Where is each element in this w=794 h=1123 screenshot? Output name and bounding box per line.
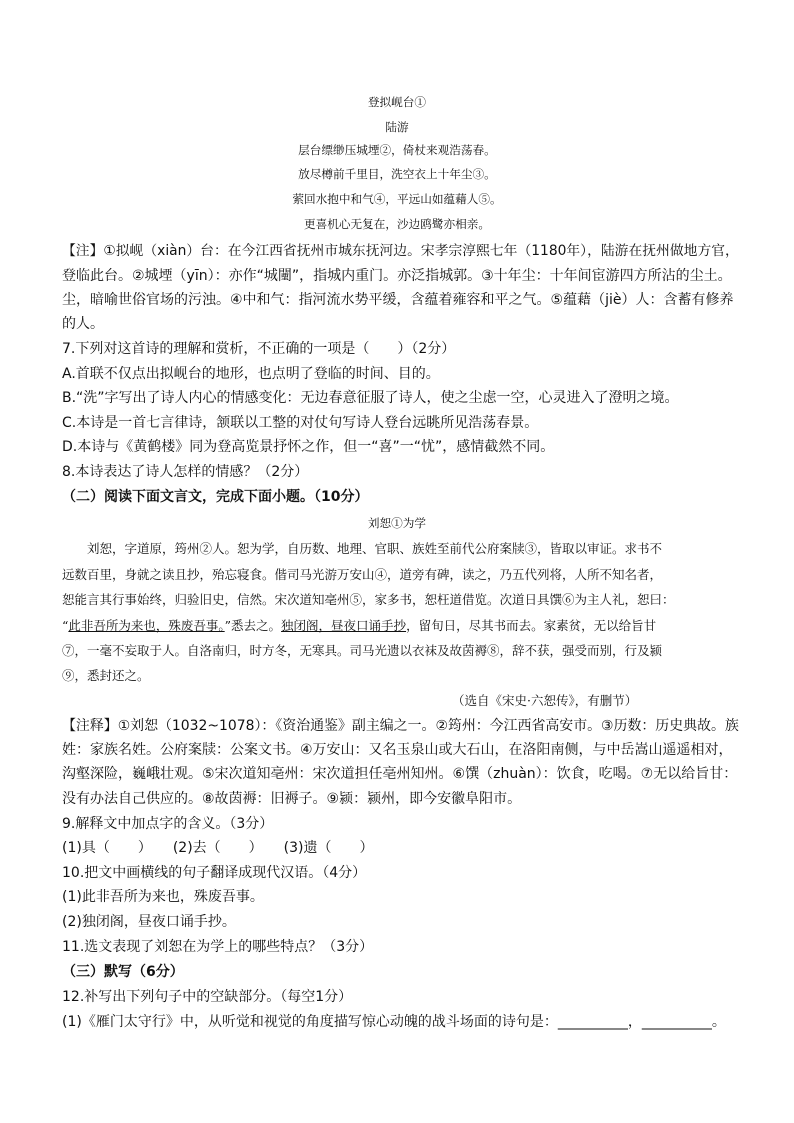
poem-note-line: 的人。 (62, 316, 104, 332)
question-7-stem: 7.下列对这首诗的理解和赏析，不正确的一项是（ ）（2分） (62, 341, 456, 357)
poem-line: 层台缥缈压城堙②，倚杖来观浩荡春。 (298, 143, 496, 157)
section-3-heading: （三）默写（6分） (62, 964, 184, 980)
poem-line: 更喜机心无复在，沙边鸥鹭亦相亲。 (303, 217, 490, 231)
annotation-line: 沟壑深险，巍峨壮观。⑤宋次道知亳州：宋次道担任亳州知州。⑥馔（zhuàn）：饮食，吃喝。⑦无以给旨甘： (62, 766, 738, 782)
underlined-sentence-2: 独闭阁，昼夜口诵手抄 (281, 618, 407, 633)
question-12-stem: 12.补写出下列句子中的空缺部分。（每空1分） (62, 989, 353, 1005)
question-8: 8.本诗表达了诗人怎样的情感？（2分） (62, 464, 309, 480)
poem-title: 登拟岘台① (367, 95, 427, 109)
question-9-stem: 9.解释文中加点字的含义。（3分） (62, 816, 274, 832)
poem-line: 萦回水抱中和气④，平远山如蕴藉人⑤。 (292, 192, 502, 206)
text-segment: “ (62, 618, 69, 633)
underlined-sentence-1: 此非吾所为来也，殊废吾事。 (68, 618, 225, 633)
question-7-option-d: D.本诗与《黄鹤楼》同为登高览景抒怀之作，但一“喜”一“忧”，感情截然不同。 (62, 439, 555, 455)
classical-text-line: 恕能言其行事始终，归验旧史，信然。宋次道知亳州⑤，家多书，恕枉道借览。次道日具馔⑥为主人礼，恕曰： (62, 592, 675, 607)
classical-text-title: 刘恕①为学 (367, 516, 427, 530)
poem-note-line: 尘，暗喻世俗官场的污浊。④中和气：指河流水势平缓，含蕴着雍容和平之气。⑤蕴藉（jiè）人：含蓄有修养 (62, 292, 734, 308)
question-7-option-c: C.本诗是一首七言律诗，颔联以工整的对仗句写诗人登台远眺所见浩荡春景。 (62, 415, 539, 431)
poem-note-line: 【注】①拟岘（xiàn）台：在今江西省抚州市城东抚河边。宋孝宗淳熙七年（1180年），陆游在抚州做地方官， (62, 243, 739, 259)
question-7-option-a: A.首联不仅点出拟岘台的地形，也点明了登临的时间、目的。 (62, 366, 440, 382)
text-segment: ，留旬日，尽其书而去。家素贫，无以给旨甘 (406, 618, 657, 633)
question-12-item-1: (1)《雁门太守行》中，从听觉和视觉的角度描写惊心动魄的战斗场面的诗句是：__________，__________。 (62, 1014, 726, 1030)
question-11: 11.选文表现了刘恕在为学上的哪些特点？（3分） (62, 939, 374, 955)
question-7-option-b: B.“洗”字写出了诗人内心的情感变化：无边春意征服了诗人，使之尘虑一空，心灵进入了澄明之境。 (62, 390, 679, 406)
question-10-item-1: (1)此非吾所为来也，殊废吾事。 (62, 889, 264, 905)
poem-author: 陆游 (385, 120, 409, 134)
classical-text-line: ⑨，悉封还之。 (62, 668, 150, 683)
poem-line: 放尽樽前千里目，洗空衣上十年尘③。 (298, 167, 496, 181)
question-10-stem: 10.把文中画横线的句子翻译成现代汉语。（4分） (62, 865, 367, 881)
classical-text-line: 远数百里，身就之读且抄，殆忘寝食。偕司马光游万安山④，道旁有碑，读之，乃五代列将，人所不知名者， (62, 567, 663, 582)
annotation-line: 没有办法自己供应的。⑧故茵褥：旧褥子。⑨颍：颍州，即今安徽阜阳市。 (62, 791, 522, 807)
section-2-heading: （二）阅读下面文言文，完成下面小题。（10分） (62, 489, 369, 505)
question-9-items: (1)具（ ） (2)去（ ） (3)遗（ ） (62, 840, 374, 856)
text-segment: ”悉去之。 (224, 618, 282, 633)
annotation-line: 【注释】①刘恕（1032~1078）：《资治通鉴》副主编之一。②筠州：今江西省高安市。③历数：历史典故。族 (62, 718, 739, 734)
classical-text-line (62, 616, 656, 636)
classical-text-line: 刘恕，字道原，筠州②人。恕为学，自历数、地理、官职、族姓至前代公府案牍③，皆取以审证。求书不 (62, 541, 663, 556)
poem-note-line: 登临此台。②城堙（yīn）：亦作“城闉”，指城内重门。亦泛指城郭。③十年尘：十年间宦游四方所沾的尘土。 (62, 268, 732, 284)
question-10-item-2: (2)独闭阁，昼夜口诵手抄。 (62, 914, 236, 930)
annotation-line: 姓：家族名姓。公府案牍：公案文书。④万安山：又名玉泉山或大石山，在洛阳南侧，与中岳嵩山遥遥相对， (62, 742, 733, 758)
classical-text-source: （选自《宋史·六恕传》，有删节） (452, 693, 638, 708)
classical-text-line: ⑦，一毫不妄取于人。自洛南归，时方冬，无寒具。司马光遗以衣袜及故茵褥⑧，辞不获，强受而别，行及颍 (62, 643, 663, 658)
